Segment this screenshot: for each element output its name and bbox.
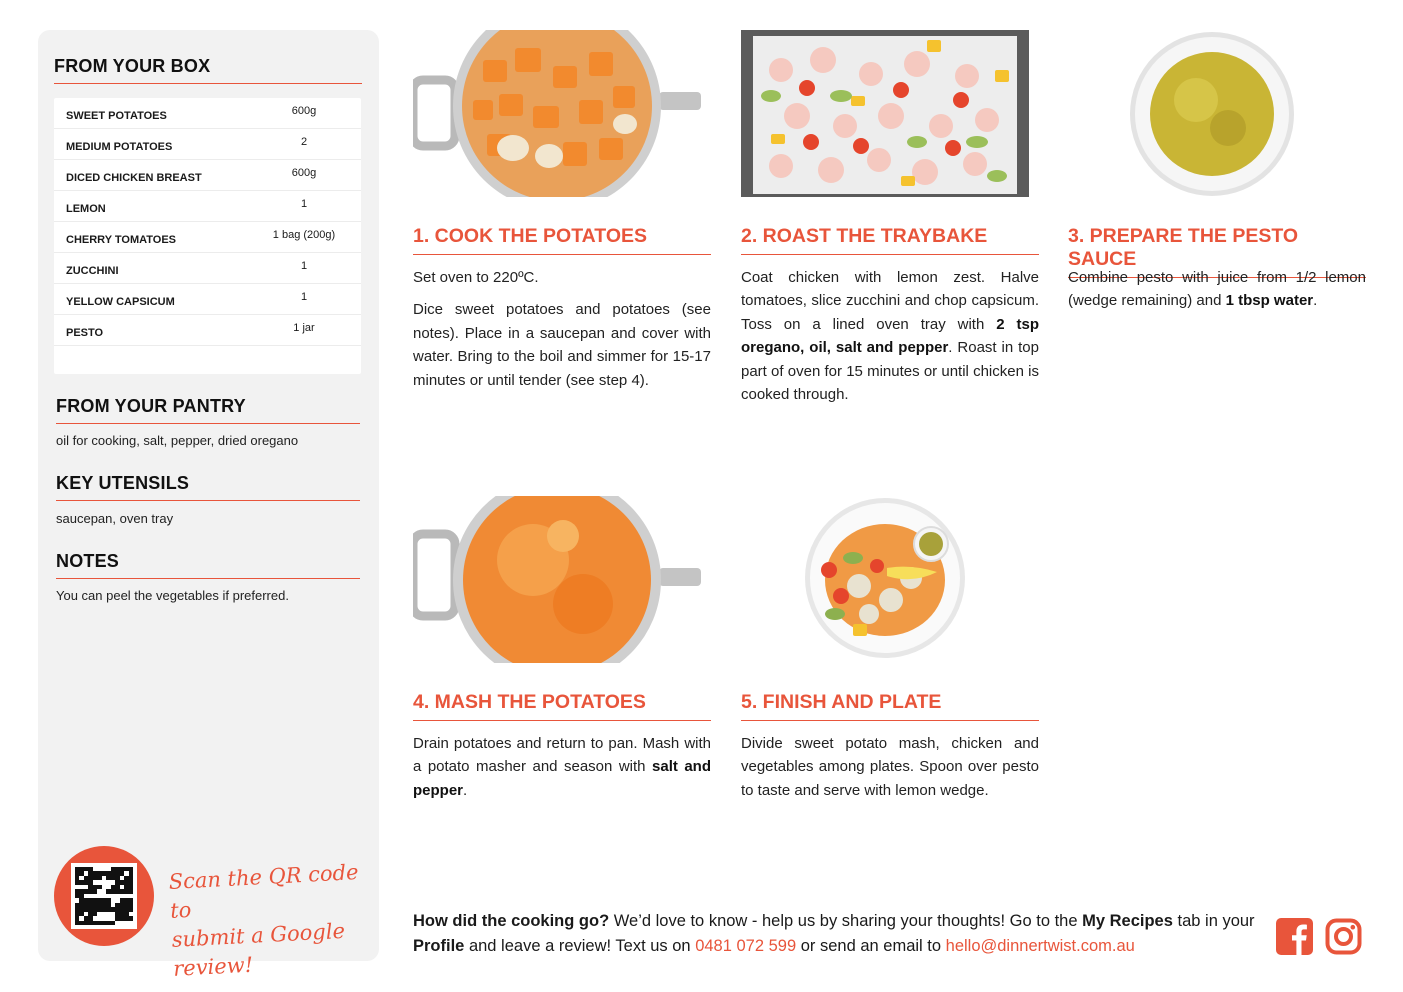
qr-code[interactable] xyxy=(71,863,137,929)
pantry-text: oil for cooking, salt, pepper, dried oregano xyxy=(56,433,299,448)
step-4-body xyxy=(413,732,711,802)
ingredient-name: SWEET POTATOES xyxy=(66,110,167,122)
ingredient-name: YELLOW CAPSICUM xyxy=(66,296,175,308)
step-3-title: 3. PREPARE THE PESTO SAUCE xyxy=(1068,225,1366,278)
ingredient-qty: 600g xyxy=(291,167,317,179)
ingredient-qty: 1 jar xyxy=(293,322,315,334)
ingredients-table xyxy=(54,98,361,374)
pot-of-diced-potatoes-icon xyxy=(413,30,701,197)
step-4-text-c: . xyxy=(463,781,468,799)
step-1-line-2: Dice sweet potatoes and potatoes (see notes). Place in a saucepan and cover with water. Bring to the boil and simmer for 15-17 minutes or until tender (see step 4). xyxy=(413,301,711,389)
table-row xyxy=(54,222,361,253)
step-5-title: 5. FINISH AND PLATE xyxy=(741,691,1039,721)
step-5-text: Divide sweet potato mash, chicken and vegetables among plates. Spoon over pesto to taste and serve with lemon wedge. xyxy=(741,735,1039,799)
footer-text-3: and leave a review! Text us on xyxy=(464,937,696,955)
step-3-text-a: Combine pesto with juice from 1/2 lemon (wedge remaining) and xyxy=(1068,269,1366,310)
footer-text-2: tab in your xyxy=(1172,912,1255,930)
qr-caption xyxy=(168,858,374,984)
ingredient-qty: 1 bag (200g) xyxy=(272,229,336,241)
step-4-text-a: Drain potatoes and return to pan. Mash with a potato masher and season with xyxy=(413,735,711,776)
notes-text: You can peel the vegetables if preferred. xyxy=(56,588,289,603)
table-row xyxy=(54,129,361,160)
phone-link[interactable]: 0481 072 599 xyxy=(695,937,797,955)
ingredient-name: ZUCCHINI xyxy=(66,265,119,277)
footer-text-1: We’d love to know - help us by sharing your thoughts! Go to the xyxy=(609,912,1083,930)
table-row xyxy=(54,253,361,284)
ingredient-qty: 600g xyxy=(291,105,317,117)
ingredient-qty: 1 xyxy=(300,198,308,210)
plated-dish-icon xyxy=(741,496,1029,663)
table-row xyxy=(54,191,361,222)
my-recipes-link[interactable]: My Recipes xyxy=(1082,912,1173,930)
bowl-of-pesto-icon xyxy=(1068,30,1366,197)
table-row xyxy=(54,315,361,346)
step-3-text-bold: 1 tbsp water xyxy=(1225,292,1314,310)
step-1-title: 1. COOK THE POTATOES xyxy=(413,225,711,255)
ingredient-name: CHERRY TOMATOES xyxy=(66,234,177,246)
table-row xyxy=(54,284,361,315)
ingredient-name: MEDIUM POTATOES xyxy=(66,141,173,153)
ingredient-qty: 1 xyxy=(300,260,308,272)
ingredient-name: LEMON xyxy=(66,203,106,215)
step-5-photo xyxy=(741,496,1029,663)
ingredients-sidebar xyxy=(38,30,379,981)
ingredient-name: DICED CHICKEN BREAST xyxy=(66,172,202,184)
feedback-footer xyxy=(413,909,1263,959)
step-4-title: 4. MASH THE POTATOES xyxy=(413,691,711,721)
step-2-photo xyxy=(741,30,1029,197)
qr-caption-line-2: submit a Google review! xyxy=(171,918,346,981)
footer-text-4: or send an email to xyxy=(796,937,946,955)
notes-title: NOTES xyxy=(56,551,360,579)
qr-code-icon xyxy=(75,867,133,925)
step-3-body xyxy=(1068,266,1366,313)
email-link[interactable]: hello@dinnertwist.com.au xyxy=(945,937,1135,955)
facebook-icon[interactable] xyxy=(1276,918,1313,955)
step-2-body xyxy=(741,266,1039,406)
from-your-pantry-title: FROM YOUR PANTRY xyxy=(56,396,360,424)
utensils-text: saucepan, oven tray xyxy=(56,511,174,526)
footer-question: How did the cooking go? xyxy=(413,912,610,930)
table-row xyxy=(54,98,361,129)
key-utensils-title: KEY UTENSILS xyxy=(56,473,360,501)
qr-module xyxy=(129,921,133,925)
tray-of-chicken-vegetables-icon xyxy=(741,30,1029,197)
step-4-text xyxy=(413,732,711,802)
step-4-photo xyxy=(413,496,701,663)
qr-caption-line-1: Scan the QR code to xyxy=(168,860,360,923)
step-1-line-1: Set oven to 220ºC. xyxy=(413,269,539,286)
step-2-text-bold: 2 tsp oregano, oil, salt and pepper xyxy=(741,315,1039,357)
ingredient-name: PESTO xyxy=(66,327,104,339)
qr-code-badge[interactable] xyxy=(54,846,154,946)
pot-of-mashed-potato-icon xyxy=(413,496,701,663)
step-2-text-a: Coat chicken with lemon zest. Halve tomatoes, slice zucchini and chop capsicum. Toss on a lined oven tray with xyxy=(741,269,1039,333)
step-2-text-c: . Roast in top part of oven for 15 minutes or until chicken is cooked through. xyxy=(741,339,1039,404)
ingredient-qty: 1 xyxy=(300,291,308,303)
from-your-box-title: FROM YOUR BOX xyxy=(54,56,362,84)
step-2-text xyxy=(741,266,1039,406)
profile-link[interactable]: Profile xyxy=(413,937,465,955)
step-2-title: 2. ROAST THE TRAYBAKE xyxy=(741,225,1039,255)
step-1-photo xyxy=(413,30,701,197)
step-3-text xyxy=(1068,266,1366,313)
step-1-body xyxy=(413,266,711,392)
step-3-photo xyxy=(1068,30,1366,197)
ingredient-qty: 2 xyxy=(300,136,308,148)
table-row xyxy=(54,160,361,191)
step-4-text-bold: salt and pepper xyxy=(413,758,712,799)
step-5-body xyxy=(741,732,1039,802)
step-3-text-c: . xyxy=(1313,292,1318,310)
instagram-icon[interactable] xyxy=(1325,918,1362,955)
